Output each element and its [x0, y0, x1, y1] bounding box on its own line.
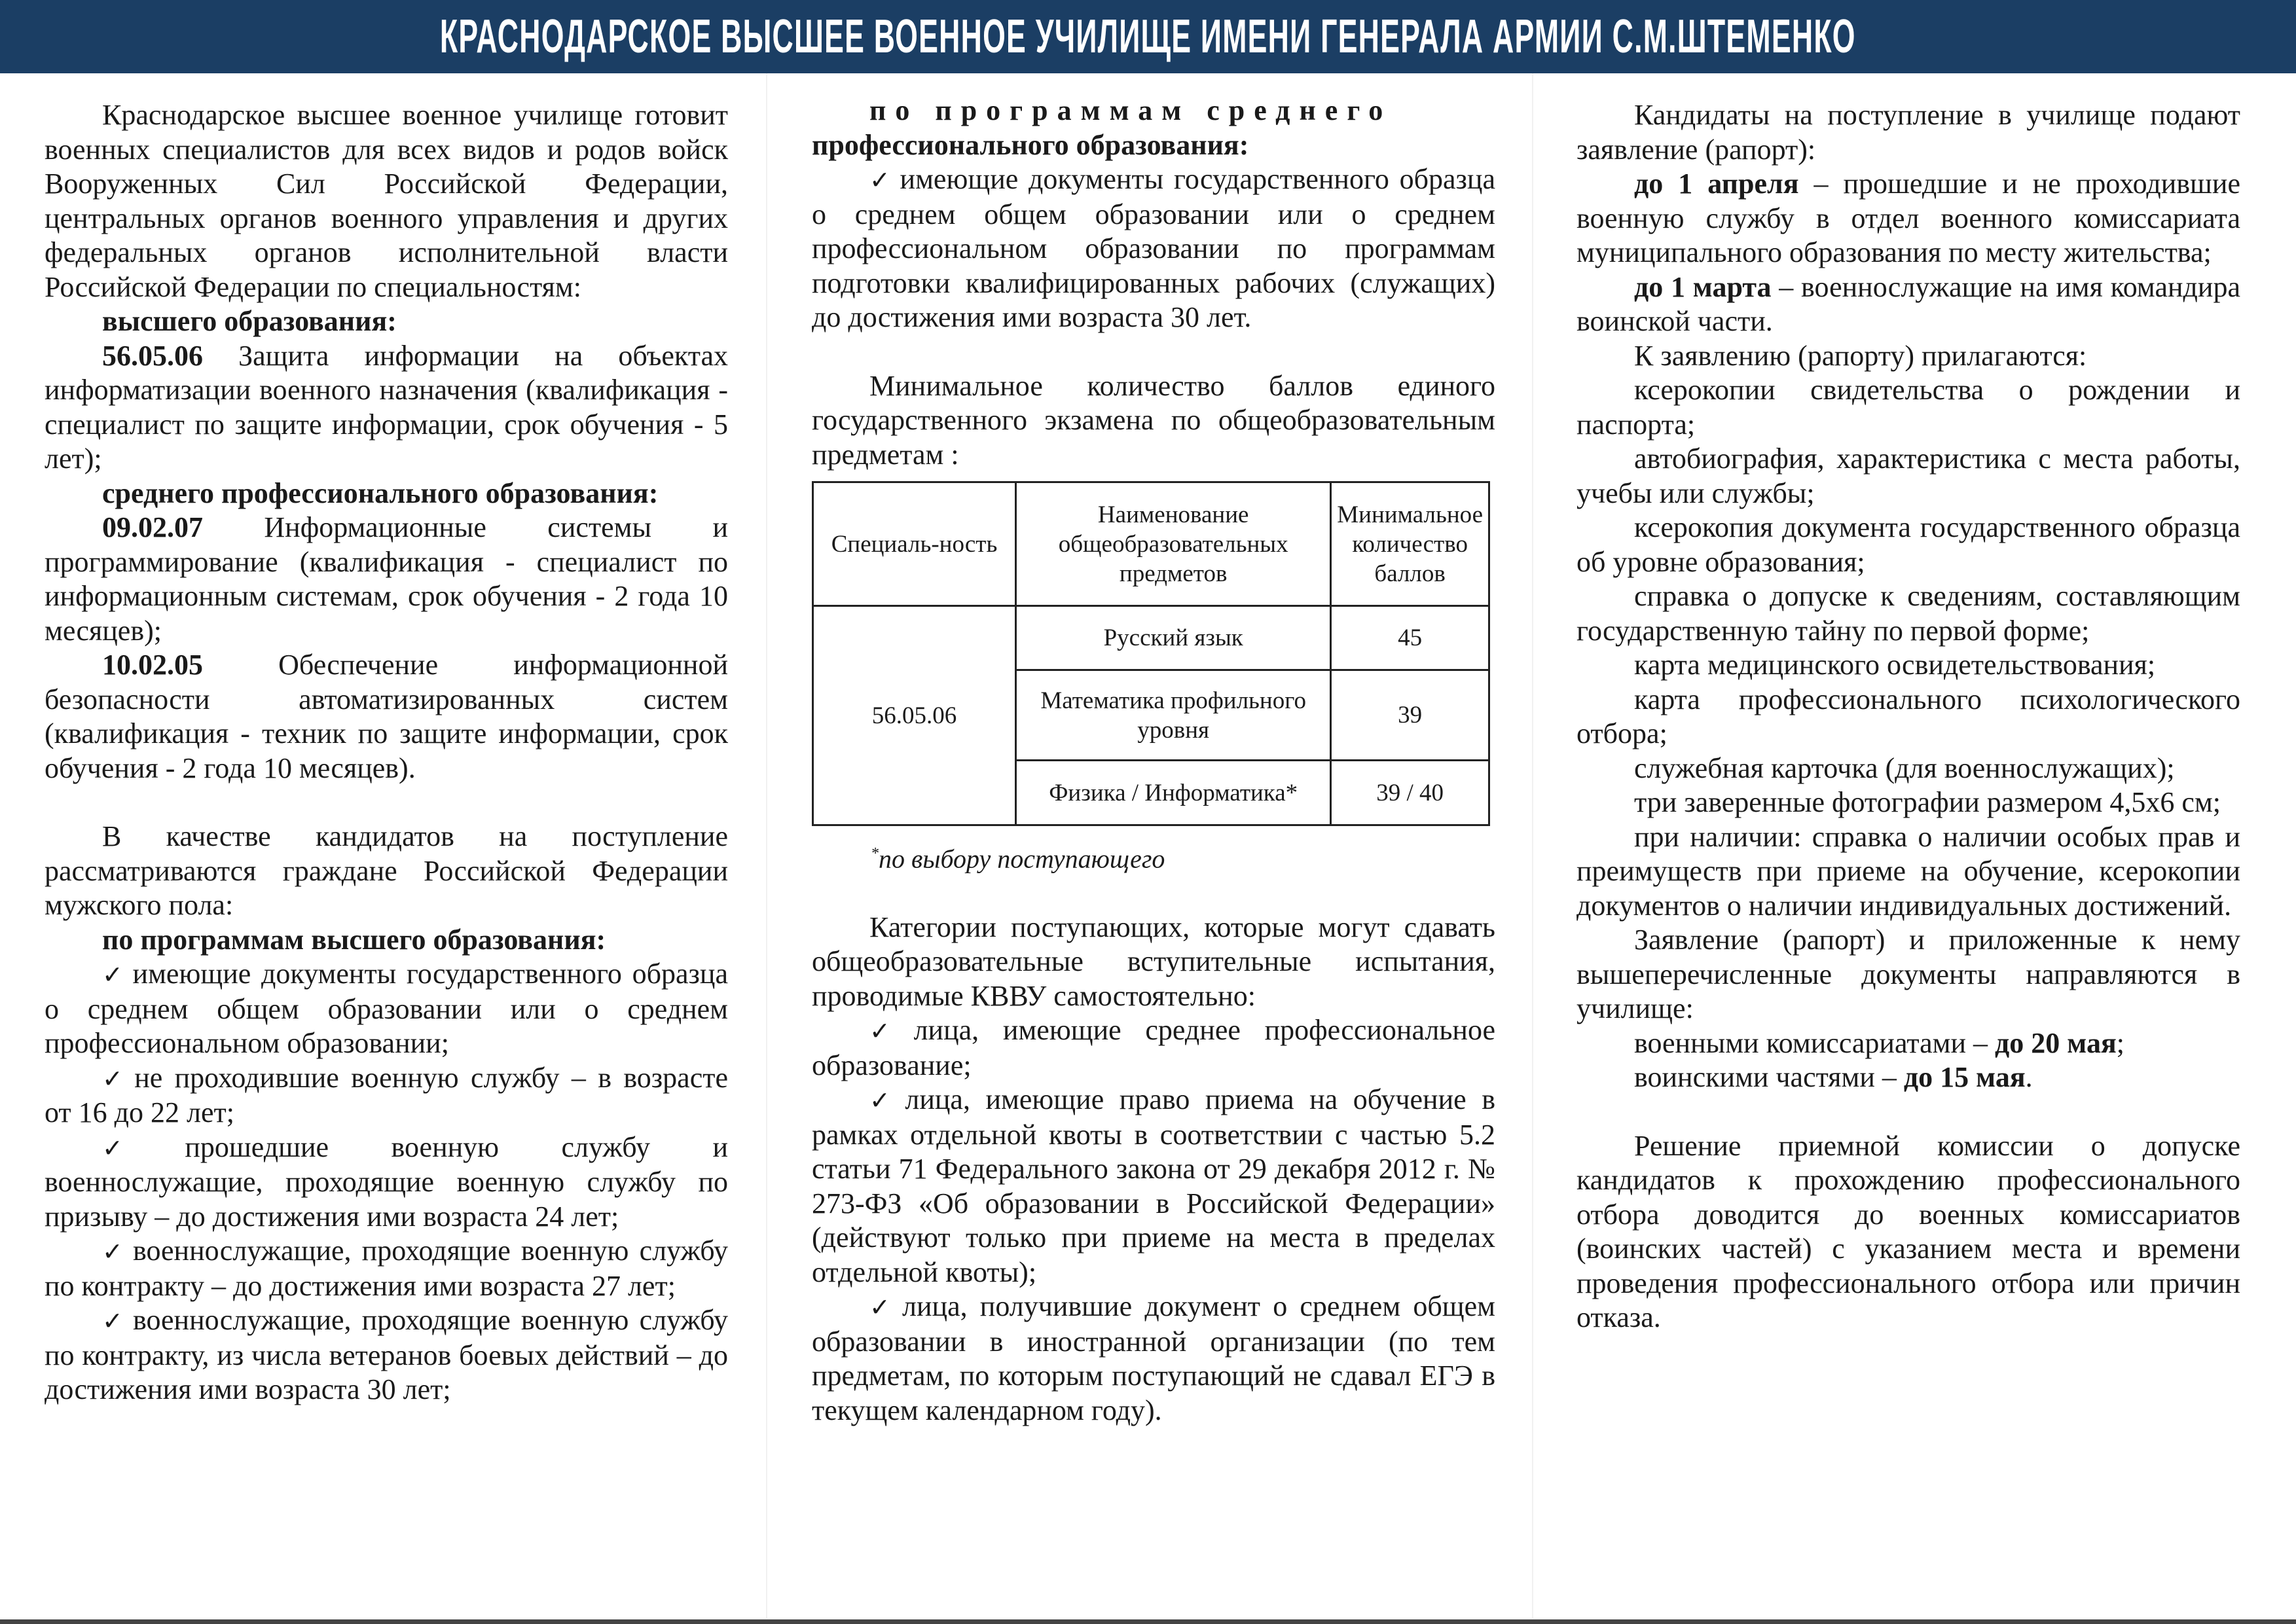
list-item: ✓ прошедшие военную службу и военнослужащие, проходящие военную службу по призыву – до достижения ими возраста 24 лет; [45, 1130, 728, 1233]
attachment-item: ксерокопия документа государственного образца об уровне образования; [1576, 511, 2240, 578]
column-exams [812, 94, 1495, 1428]
attachment-item: справка о допуске к сведениям, составляющим государственную тайну по первой форме; [1576, 580, 2240, 647]
specialty-description: Защита информации на объектах информатизации военного назначения (квалификация - специалист по защите информации, срок обучения - 5 лет); [45, 339, 728, 475]
decision-paragraph: Решение приемной комиссии о допуске кандидатов к прохождению профессионального отбора доводится до военных комиссариатов (воинских частей) с указанием места и времени проведения профессионального отбора или причин отказа. [1576, 1129, 2240, 1333]
attachment-item: при наличии: справка о наличии особых прав и преимуществ при приеме на обучение, ксерокопии документов о наличии индивидуальных достижений. [1576, 820, 2240, 922]
intro-paragraph: Краснодарское высшее военное училище готовит военных специалистов для всех видов и родов войск Вооруженных Сил Российской Федерации, центральных органов военного управления и других федеральных органов исполнительной власти Российской Федерации по специальностям: [45, 99, 728, 303]
attachment-item: карта профессионального психологического отбора; [1576, 683, 2240, 749]
specialty-code: 56.05.06 [102, 339, 203, 372]
check-icon: ✓ [102, 1064, 128, 1093]
list-item: ✓ не проходившие военную службу – в возрасте от 16 до 22 лет; [45, 1061, 728, 1128]
check-icon: ✓ [102, 1133, 179, 1163]
check-icon: ✓ [869, 1293, 896, 1322]
sending-intro: Заявление (рапорт) и приложенные к нему вышеперечисленные документы направляются в училище: [1576, 924, 2240, 1024]
attachment-item: ксерокопии свидетельства о рождении и паспорта; [1576, 374, 2240, 441]
categories-intro: Категории поступающих, которые могут сдавать общеобразовательные вступительные испытания, проводимые КВВУ самостоятельно: [812, 911, 1495, 1012]
specialty-cell: 56.05.06 [813, 606, 1016, 825]
list-item: ✓ лица, получившие документ о среднем общем образовании в иностранной организации (по тем предметам, по которым поступающий не сдавал ЕГЭ в текущем календарном году). [812, 1290, 1496, 1426]
attachment-item: автобиография, характеристика с места работы, учебы или службы; [1576, 442, 2240, 509]
check-icon: ✓ [102, 1237, 126, 1266]
score-cell: 39 [1331, 670, 1489, 761]
sending-units: воинскими частями – до 15 мая. [1634, 1061, 2033, 1093]
column-specialties [45, 98, 728, 1407]
table-footnote: *по выбору поступающего [871, 844, 1165, 874]
secondary-education-heading: среднего профессионального образования: [102, 477, 659, 509]
fold-line [1532, 73, 1533, 1618]
check-icon: ✓ [102, 960, 126, 989]
specialty-56-05-06 [45, 339, 728, 477]
specialty-10-02-05 [45, 648, 728, 785]
attachments-intro: К заявлению (рапорту) прилагаются: [1634, 339, 2087, 372]
score-cell: 39 / 40 [1331, 761, 1489, 825]
column-header: Специаль-ность [813, 482, 1016, 606]
higher-programs-heading: по программам высшего образования: [102, 923, 606, 956]
specialty-code: 10.02.05 [102, 649, 203, 681]
candidates-intro: В качестве кандидатов на поступление рассматриваются граждане Российской Федерации мужского пола: [45, 820, 728, 921]
specialty-description: Информационные системы и программирование (квалификация - специалист по информационным системам, срок обучения - 2 года 10 месяцев); [45, 511, 728, 647]
sending-commissariats: военными комиссариатами – до 20 мая; [1634, 1026, 2124, 1059]
deadline-april: до 1 апреля – прошедшие и не проходившие военную службу в отдел военного комиссариата муниципального образования по месту жительства; [1576, 168, 2240, 268]
specialty-code: 09.02.07 [102, 511, 203, 543]
list-item: ✓ лица, имеющие право приема на обучение в рамках отдельной квоты в соответствии с частью 5.2 статьи 71 Федерального закона от 29 декабря 2012 г. № 273-ФЗ «Об образовании в Российской Федерации» (действуют только при приеме на места в пределах отдельной квоты); [812, 1083, 1495, 1288]
check-icon: ✓ [869, 1017, 907, 1046]
application-intro: Кандидаты на поступление в училище подают заявление (рапорт): [1576, 99, 2240, 166]
column-header: Наименование общеобразовательных предметов [1016, 482, 1331, 606]
list-item: ✓ имеющие документы государственного образца о среднем общем образовании или о среднем профессиональном образовании; [45, 958, 728, 1059]
list-item: ✓ военнослужащие, проходящие военную службу по контракту, из числа ветеранов боевых действий – до достижения ими возраста 30 лет; [45, 1304, 729, 1405]
attachment-item: карта медицинского освидетельствования; [1634, 649, 2156, 681]
table-header-row [813, 482, 1489, 606]
specialty-09-02-07 [45, 511, 728, 648]
fold-line [766, 73, 767, 1618]
list-item: ✓ военнослужащие, проходящие военную службу по контракту – до достижения ими возраста 27 лет; [45, 1235, 729, 1302]
score-cell: 45 [1331, 606, 1489, 670]
scores-intro: Минимальное количество баллов единого государственного экзамена по общеобразовательным предметам : [812, 369, 1495, 471]
deadline-march: до 1 марта – военнослужащие на имя командира воинской части. [1576, 270, 2240, 337]
secondary-programs-heading-cont: профессионального образования: [812, 128, 1249, 161]
list-item: ✓ лица, имеющие среднее профессиональное образование; [812, 1014, 1496, 1081]
table-row [813, 606, 1489, 670]
min-scores-table [812, 481, 1490, 826]
page-title: КРАСНОДАРСКОЕ ВЫСШЕЕ ВОЕННОЕ УЧИЛИЩЕ ИМЕНИ ГЕНЕРАЛА АРМИИ С.М.ШТЕМЕНКО [440, 10, 1856, 63]
header-banner [0, 0, 2296, 73]
column-application [1576, 98, 2240, 1335]
bottom-edge [0, 1619, 2296, 1624]
specialty-description: Обеспечение информационной безопасности автоматизированных систем (квалификация - техник по защите информации, срок обучения - 2 года 10 месяцев). [45, 649, 728, 784]
check-icon: ✓ [102, 1307, 126, 1335]
check-icon: ✓ [869, 166, 894, 194]
attachment-item: три заверенные фотографии размером 4,5х6 см; [1634, 786, 2221, 818]
subject-cell: Физика / Информатика* [1016, 761, 1331, 825]
secondary-programs-heading: по программам среднего [869, 94, 1393, 126]
list-item: ✓ имеющие документы государственного образца о среднем общем образовании или о среднем профессиональном образовании по программам подготовки квалифицированных рабочих (служащих) до достижения ими возраста 30 лет. [812, 163, 1495, 333]
check-icon: ✓ [869, 1086, 899, 1115]
attachment-item: служебная карточка (для военнослужащих); [1634, 751, 2175, 784]
subject-cell: Математика профильного уровня [1016, 670, 1331, 761]
column-header: Минимальное количество баллов [1331, 482, 1489, 606]
subject-cell: Русский язык [1016, 606, 1331, 670]
higher-education-heading: высшего образования: [102, 305, 397, 337]
